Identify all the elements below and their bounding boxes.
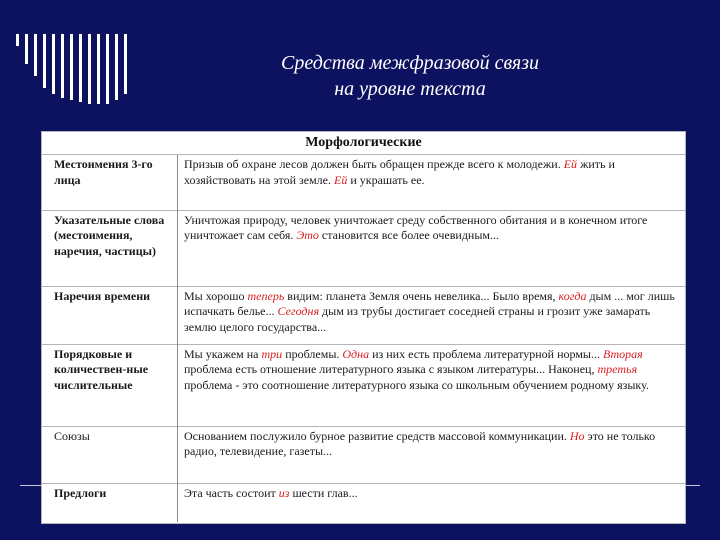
- example-text: проблема - это соотношение литературного языка со школьным обучением родному языку.: [184, 377, 649, 392]
- example-text: дым ... мог лишь испачкать белье...: [184, 288, 675, 318]
- row-example: [178, 426, 686, 483]
- table-row: [42, 286, 685, 344]
- example-text: Уничтожая природу, человек уничтожает среду собственного обитания и в конечном итоге уничтожает сам себя.: [184, 212, 648, 242]
- row-example: [178, 344, 686, 426]
- example-text: проблемы.: [282, 346, 343, 361]
- row-term: Порядковые и количествен-ные числительные: [42, 344, 178, 426]
- slide-title-line1: Средства межфразовой связи: [281, 52, 539, 74]
- example-text: шести глав...: [289, 485, 358, 500]
- row-term: Местоимения 3-го лица: [42, 155, 178, 210]
- highlighted-word: три: [261, 346, 283, 361]
- highlighted-word: Сегодня: [277, 304, 320, 318]
- table-row: [42, 344, 685, 426]
- row-term: Предлоги: [42, 483, 178, 522]
- example-text: Призыв об охране лесов должен быть обращен прежде всего к молодежи.: [184, 157, 564, 171]
- decorative-bars: [16, 34, 136, 114]
- highlighted-word: когда: [558, 288, 587, 303]
- example-text: видим: планета Земля очень невелика... Было время,: [284, 288, 559, 303]
- highlighted-word: теперь: [247, 288, 285, 303]
- highlighted-word: Вторая: [602, 346, 643, 361]
- example-text: Основанием послужило бурное развитие средств массовой коммуникации.: [184, 428, 570, 443]
- table-row: [42, 483, 685, 522]
- example-text: это не только радио, телевидение, газеты...: [184, 428, 656, 458]
- row-example: [178, 155, 686, 210]
- table-header: Морфологические: [42, 132, 685, 155]
- highlighted-word: из: [278, 485, 290, 500]
- row-example: [178, 483, 686, 522]
- highlighted-word: третья: [597, 362, 638, 376]
- slide-title: [170, 50, 650, 102]
- highlighted-word: Одна: [342, 346, 370, 361]
- example-text: и украшать ее.: [347, 172, 425, 187]
- row-example: [178, 210, 686, 286]
- table-row: [42, 426, 685, 483]
- row-term: Указательные слова (местоимения, наречия, частицы): [42, 210, 178, 286]
- example-text: становится все более очевидным...: [318, 228, 499, 242]
- example-text: Мы хорошо: [184, 288, 248, 303]
- example-text: из них есть проблема литературной нормы...: [369, 346, 603, 361]
- highlighted-word: Но: [569, 428, 585, 443]
- highlighted-word: Ей: [563, 157, 578, 171]
- highlighted-word: Это: [296, 228, 319, 242]
- row-example: [178, 286, 686, 344]
- example-text: Мы укажем на: [184, 346, 262, 361]
- row-term: Союзы: [42, 426, 178, 483]
- examples-table: [42, 155, 685, 522]
- table-row: [42, 155, 685, 210]
- example-text: жить и хозяйствовать на этой земле.: [184, 157, 615, 187]
- row-term: Наречия времени: [42, 286, 178, 344]
- slide-title-line2: на уровне текста: [334, 78, 486, 100]
- example-text: дым из трубы достигает соседней страны и грозит уже замарать землю целого государства...: [184, 304, 651, 334]
- table-row: [42, 210, 685, 286]
- content-table-card: [41, 131, 686, 524]
- example-text: проблема есть отношение литературного языка с языком литературы... Наконец,: [184, 362, 598, 376]
- highlighted-word: Ей: [334, 172, 348, 187]
- example-text: Эта часть состоит: [184, 485, 279, 500]
